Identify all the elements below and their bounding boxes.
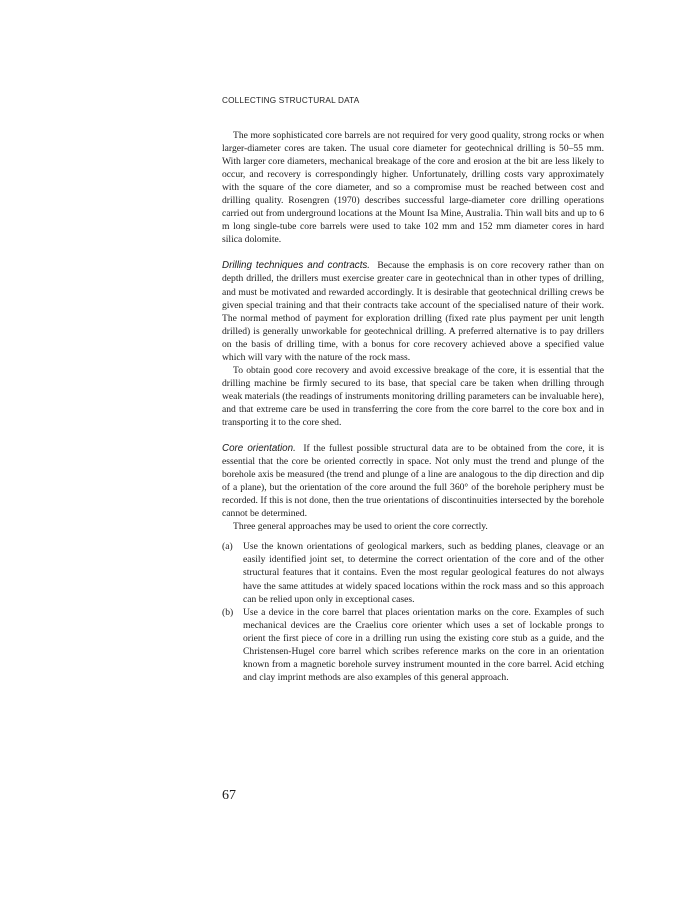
drilling-subheading: Drilling techniques and contracts. — [222, 260, 371, 272]
list-item-text: Use the known orientations of geological markers, such as bedding planes, cleavage or an easily identified joint set, to determine the correct orientation of the core and of the other structural features that it contains. Even the most regular geological features do not always have the same attitudes at widely spaced locations within the rock mass and so this approach can be relied upon only in exceptional cases. — [243, 541, 604, 605]
list-item-text: Use a device in the core barrel that places orientation marks on the core. Examples of such mechanical devices are the Craelius core orienter which uses a set of lockable prongs to orient the first piece of core in a drilling run using the existing core stub as a guide, and the Christensen-Hugel core barrel which scribes reference marks on the core in an orientation known from a magnetic borehole survey instrument mounted in the core barrel. Acid etching and clay imprint methods are also examples of this general approach. — [243, 606, 604, 683]
running-head: COLLECTING STRUCTURAL DATA — [222, 96, 360, 105]
list-item — [222, 606, 604, 684]
drilling-paragraph-1-text: Because the emphasis is on core recovery rather than on depth drilled, the drillers must exercise greater care in geotechnical than in other types of drilling, and must be motivated and rewarded accordingly. It is desirable that geotechnical drilling crews be given special training and that their contracts take account of the specialised nature of their work. The normal method of payment for exploration drilling (fixed rate plus payment per unit length drilled) is generally unworkable for geotechnical drilling. A preferred alternative is to pay drillers on the basis of drilling time, with a bonus for core recovery achieved above a specified value which will vary with the nature of the rock mass. — [222, 260, 604, 363]
list-item — [222, 540, 604, 605]
orientation-paragraph-2: Three general approaches may be used to orient the core correctly. — [233, 521, 488, 533]
orientation-subheading: Core orientation. — [222, 443, 296, 455]
orientation-paragraph-1-text: If the fullest possible structural data are to be obtained from the core, it is essential that the core be oriented correctly in space. Not only must the trend and plunge of the borehole axis be measured (the trend and plunge of a line are analogous to the dip direction and dip of a plane), but the orientation of the core around the full 360° of the borehole periphery must be recorded. If this is not done, then the true orientations of discontinuities intersected by the borehole cannot be determined. — [222, 443, 605, 520]
list-item-marker: (b) — [222, 606, 234, 618]
intro-paragraph: The more sophisticated core barrels are not required for very good quality, strong rocks or when larger-diameter cores are taken. The usual core diameter for geotechnical drilling is 50–55 mm. With larger core diameters, mechanical breakage of the core and erosion at the bit are less likely to occur, and recovery is correspondingly higher. Unfortunately, drilling costs vary approximately with the square of the core diameter, and so a compromise must be reached between cost and drilling quality. Rosengren (1970) describes successful large-diameter core drilling operations carried out from underground locations at the Mount Isa Mine, Australia. Thin wall bits and up to 6 m long single-tube core barrels were used to take 102 mm and 152 mm diameter cores in hard silica dolomite. — [222, 130, 604, 246]
approach-list — [222, 540, 604, 684]
list-item-marker: (a) — [222, 541, 233, 553]
drilling-paragraph-1 — [222, 259, 604, 363]
drilling-paragraph-2: To obtain good core recovery and avoid excessive breakage of the core, it is essential that the drilling machine be firmly secured to its base, that special care be taken when drilling through weak materials (the readings of instruments monitoring drilling parameters can be invaluable here), and that extreme care be used in transferring the core from the core barrel to the core box and in transporting it to the core shed. — [222, 364, 604, 428]
orientation-paragraph-1 — [222, 442, 604, 520]
page-body — [222, 129, 604, 684]
page-number: 67 — [222, 788, 236, 803]
